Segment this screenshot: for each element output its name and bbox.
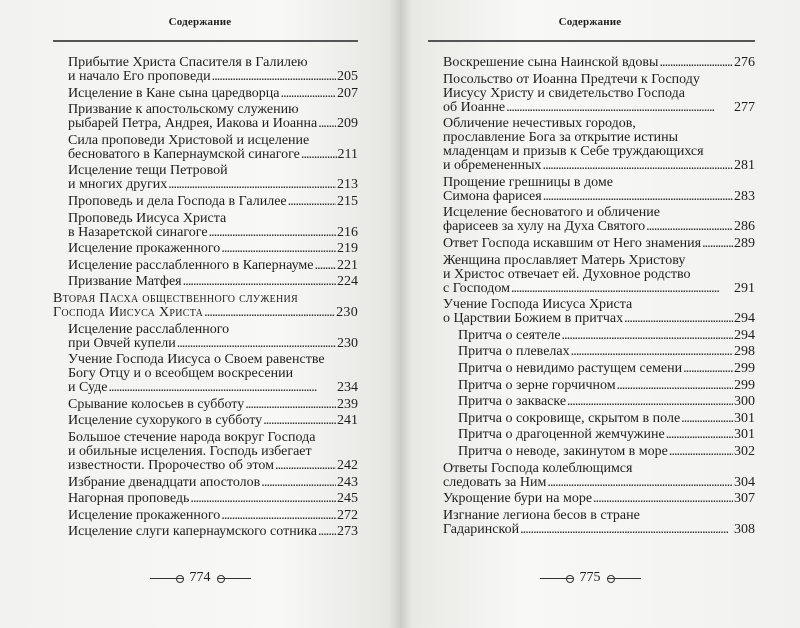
entry-page-number: 239 <box>337 396 358 412</box>
header-rule <box>53 40 358 42</box>
entry-page-number: 242 <box>337 457 358 473</box>
entry-title: Большое стечение народа вокруг Господа <box>68 429 316 445</box>
entry-title: Господа Иисуса Христа <box>53 304 204 320</box>
dot-leader <box>571 345 733 359</box>
dot-leader <box>209 226 336 240</box>
entry-page-number: 205 <box>337 69 358 84</box>
dot-leader <box>221 242 336 256</box>
dot-leader <box>543 190 733 204</box>
entry-title: Иисусу Христу и свидетельство Господа <box>443 85 685 101</box>
entry-page-number: 289 <box>734 235 755 251</box>
entry-page-number: 224 <box>337 274 358 290</box>
dot-leader <box>261 476 336 490</box>
entry-page-number: 230 <box>336 304 358 320</box>
ornament-icon <box>150 574 184 582</box>
page-footer <box>400 570 780 586</box>
toc-entry <box>53 164 358 192</box>
entry-page-number: 219 <box>337 241 358 257</box>
entry-title: Исцеление расслабленного <box>68 321 230 337</box>
entry-title: Симона фарисея <box>443 188 542 204</box>
entry-page-number: 291 <box>734 280 755 296</box>
entry-title: Учение Господа Иисуса о Своем равенстве <box>68 352 325 368</box>
dot-leader <box>547 476 733 490</box>
entry-title: Исцеление расслабленного в Капернауме <box>68 257 314 273</box>
toc-entry <box>53 398 358 412</box>
entry-page-number: 298 <box>734 344 755 360</box>
dot-leader <box>511 282 733 296</box>
entry-title: в Назаретской синагоге <box>68 224 208 240</box>
dot-leader <box>562 329 733 343</box>
dot-leader <box>212 70 336 84</box>
entry-page-number: 234 <box>337 380 358 396</box>
entry-page-number: 307 <box>734 491 755 507</box>
dot-leader <box>281 87 336 101</box>
toc-entry <box>53 509 358 523</box>
dot-leader <box>520 523 733 537</box>
entry-page-number: 211 <box>337 146 358 162</box>
toc-entry <box>443 56 755 70</box>
toc-entry <box>443 329 755 343</box>
toc-entry <box>53 492 358 506</box>
entry-title: при Овчей купели <box>68 335 176 351</box>
dot-leader <box>204 306 335 320</box>
entry-title: следовать за Ним <box>443 474 547 490</box>
dot-leader <box>567 395 733 409</box>
entry-page-number: 304 <box>734 474 755 490</box>
entry-title: Изгнание легиона бесов в стране <box>443 507 640 523</box>
toc-entry <box>443 492 755 506</box>
entry-title: Прибытие Христа Спасителя в Галилею <box>68 55 308 70</box>
toc-entry <box>53 212 358 240</box>
entry-title: Богу Отцу и о всеобщем воскресении <box>68 366 294 382</box>
toc-entry <box>53 103 358 131</box>
toc-entry <box>53 431 358 473</box>
entry-title: и Христос отвечает ей. Духовное родство <box>443 266 691 282</box>
dot-leader <box>315 259 336 273</box>
entry-title: Срывание колосьев в субботу <box>68 396 245 412</box>
entry-page-number: 301 <box>734 427 755 443</box>
entry-title: Вторая Пасха общественного служения <box>53 290 298 306</box>
entry-title: Проповедь и дела Господа в Галилее <box>68 193 287 209</box>
entry-page-number: 283 <box>734 188 755 204</box>
entry-title: и обремененных <box>443 158 542 174</box>
entry-title: Притча о неводе, закинутом в море <box>458 443 668 459</box>
entry-title: Посольство от Иоанна Предтечи к Господу <box>443 71 700 87</box>
entry-page-number: 230 <box>337 335 358 351</box>
toc-entry <box>443 395 755 409</box>
dot-leader <box>263 414 336 428</box>
toc-list <box>443 56 755 539</box>
toc-entry <box>443 445 755 459</box>
entry-page-number: 209 <box>337 116 358 132</box>
toc-entry <box>443 117 755 173</box>
toc-entry <box>53 134 358 162</box>
entry-title: прославление Бога за открытие истины <box>443 130 678 146</box>
entry-page-number: 207 <box>337 85 358 101</box>
toc-entry <box>53 476 358 490</box>
ornament-icon <box>607 574 641 582</box>
entry-title: Обличение нечестивых городов, <box>443 116 636 132</box>
entry-title: бесноватого в Капернаумской синагоге <box>68 146 300 162</box>
dot-leader <box>659 56 733 70</box>
toc-entry <box>443 428 755 442</box>
entry-title: Притча о драгоценной жемчужине <box>458 427 665 443</box>
entry-page-number: 302 <box>734 443 755 459</box>
entry-page-number: 277 <box>734 99 755 115</box>
entry-page-number: 286 <box>734 219 755 235</box>
entry-title: Учение Господа Иисуса Христа <box>443 297 633 313</box>
ornament-icon <box>217 574 251 582</box>
entry-page-number: 273 <box>337 524 358 540</box>
entry-page-number: 213 <box>337 177 358 193</box>
dot-leader <box>318 525 336 539</box>
entry-title: Призвание к апостольскому служению <box>68 102 299 118</box>
entry-page-number: 276 <box>734 55 755 70</box>
dot-leader <box>669 445 733 459</box>
entry-title: фарисеев за хулу на Духа Святого <box>443 219 646 235</box>
ornament-icon <box>540 574 574 582</box>
dot-leader <box>543 159 734 173</box>
dot-leader <box>318 117 336 131</box>
entry-title: Сила проповеди Христовой и исцеление <box>68 132 310 148</box>
toc-entry <box>443 176 755 204</box>
header-rule <box>428 40 755 42</box>
entry-page-number: 215 <box>337 193 358 209</box>
toc-entry <box>443 254 755 296</box>
dot-leader <box>646 220 733 234</box>
entry-page-number: 272 <box>337 507 358 523</box>
entry-title: Исцеление бесноватого и обличение <box>443 205 660 221</box>
entry-title: Укрощение бури на море <box>443 491 593 507</box>
entry-title: Гадаринской <box>443 521 520 537</box>
toc-entry <box>53 87 358 101</box>
dot-leader <box>190 492 336 506</box>
toc-entry <box>443 412 755 426</box>
toc-entry <box>53 259 358 273</box>
toc-entry <box>53 242 358 256</box>
toc-entry <box>443 509 755 537</box>
dot-leader <box>624 312 733 326</box>
dot-leader <box>593 492 733 506</box>
entry-title: Прощение грешницы в доме <box>443 174 613 190</box>
entry-page-number: 221 <box>337 257 358 273</box>
toc-entry <box>443 237 755 251</box>
entry-page-number: 241 <box>337 413 358 429</box>
entry-title: Женщина прославляет Матерь Христову <box>443 252 686 268</box>
dot-leader <box>183 275 336 289</box>
entry-title: Исцеление тещи Петровой <box>68 163 228 179</box>
dot-leader <box>301 148 337 162</box>
dot-leader <box>617 379 733 393</box>
entry-title: Исцеление в Кане сына царедворца <box>68 85 280 101</box>
toc-entry <box>443 345 755 359</box>
entry-title: Призвание Матфея <box>68 274 182 290</box>
entry-title: Притча о невидимо растущем семени <box>458 360 683 376</box>
toc-entry <box>53 275 358 289</box>
entry-page-number: 245 <box>337 491 358 507</box>
right-page <box>400 0 800 628</box>
toc-entry <box>53 414 358 428</box>
dot-leader <box>108 381 336 395</box>
toc-entry <box>443 298 755 326</box>
entry-page-number: 281 <box>734 158 755 174</box>
toc-entry <box>53 353 358 395</box>
entry-title: и многих других <box>68 177 168 193</box>
dot-leader <box>168 178 336 192</box>
entry-title: Нагорная проповедь <box>68 491 190 507</box>
dot-leader <box>245 398 336 412</box>
toc-entry <box>443 379 755 393</box>
entry-title: Проповедь Иисуса Христа <box>68 210 227 226</box>
running-header: Содержание <box>168 16 232 28</box>
entry-title: об Иоанне <box>443 99 506 115</box>
page-number: 775 <box>579 570 601 585</box>
toc-entry <box>443 206 755 234</box>
entry-title: Притча о сокровище, скрытом в поле <box>458 410 681 426</box>
toc-entry <box>443 362 755 376</box>
toc-entry <box>53 195 358 209</box>
dot-leader <box>666 428 733 442</box>
entry-title: Притча о плевелах <box>458 344 570 360</box>
running-header: Содержание <box>558 16 622 28</box>
entry-title: младенцам и призыв к Себе труждающихся <box>443 144 704 160</box>
toc-entry <box>443 462 755 490</box>
toc-list <box>53 56 358 542</box>
entry-page-number: 294 <box>734 311 755 327</box>
entry-title: и начало Его проповеди <box>68 69 211 84</box>
entry-page-number: 299 <box>734 377 755 393</box>
entry-page-number: 308 <box>734 521 755 537</box>
entry-title: Притча о закваске <box>458 394 567 410</box>
entry-page-number: 216 <box>337 224 358 240</box>
entry-title: известности. Пророчество об этом <box>68 457 274 473</box>
entry-title: Притча о сеятеле <box>458 327 561 343</box>
dot-leader <box>288 195 336 209</box>
entry-title: с Господом <box>443 280 510 296</box>
dot-leader <box>683 362 733 376</box>
entry-page-number: 294 <box>734 327 755 343</box>
dot-leader <box>221 509 336 523</box>
dot-leader <box>275 459 336 473</box>
page-footer <box>0 570 400 586</box>
toc-entry <box>53 56 358 84</box>
toc-entry <box>53 323 358 351</box>
entry-title: Притча о зерне горчичном <box>458 377 616 393</box>
toc-entry <box>443 73 755 115</box>
entry-title: и Суде <box>68 380 108 396</box>
dot-leader <box>506 101 733 115</box>
entry-title: Исцеление прокаженного <box>68 241 221 257</box>
entry-page-number: 243 <box>337 474 358 490</box>
dot-leader <box>702 237 733 251</box>
entry-title: Исцеление слуги капернаумского сотника <box>68 524 317 540</box>
entry-title: Ответы Господа колеблющимся <box>443 460 633 476</box>
entry-page-number: 301 <box>734 410 755 426</box>
toc-section-entry <box>53 292 358 320</box>
entry-title: Ответ Господа искавшим от Него знамения <box>443 235 702 251</box>
dot-leader <box>681 412 733 426</box>
dot-leader <box>177 337 336 351</box>
entry-title: о Царствии Божием в притчах <box>443 311 624 327</box>
entry-title: рыбарей Петра, Андрея, Иакова и Иоанна <box>68 116 318 132</box>
page-number: 774 <box>189 570 211 585</box>
entry-title: Исцеление прокаженного <box>68 507 221 523</box>
entry-title: и обильные исцеления. Господь избегает <box>68 443 312 459</box>
entry-title: Исцеление сухорукого в субботу <box>68 413 263 429</box>
entry-title: Воскрешение сына Наинской вдовы <box>443 55 659 70</box>
entry-page-number: 300 <box>734 394 755 410</box>
toc-entry <box>53 525 358 539</box>
entry-page-number: 299 <box>734 360 755 376</box>
entry-title: Избрание двенадцати апостолов <box>68 474 261 490</box>
